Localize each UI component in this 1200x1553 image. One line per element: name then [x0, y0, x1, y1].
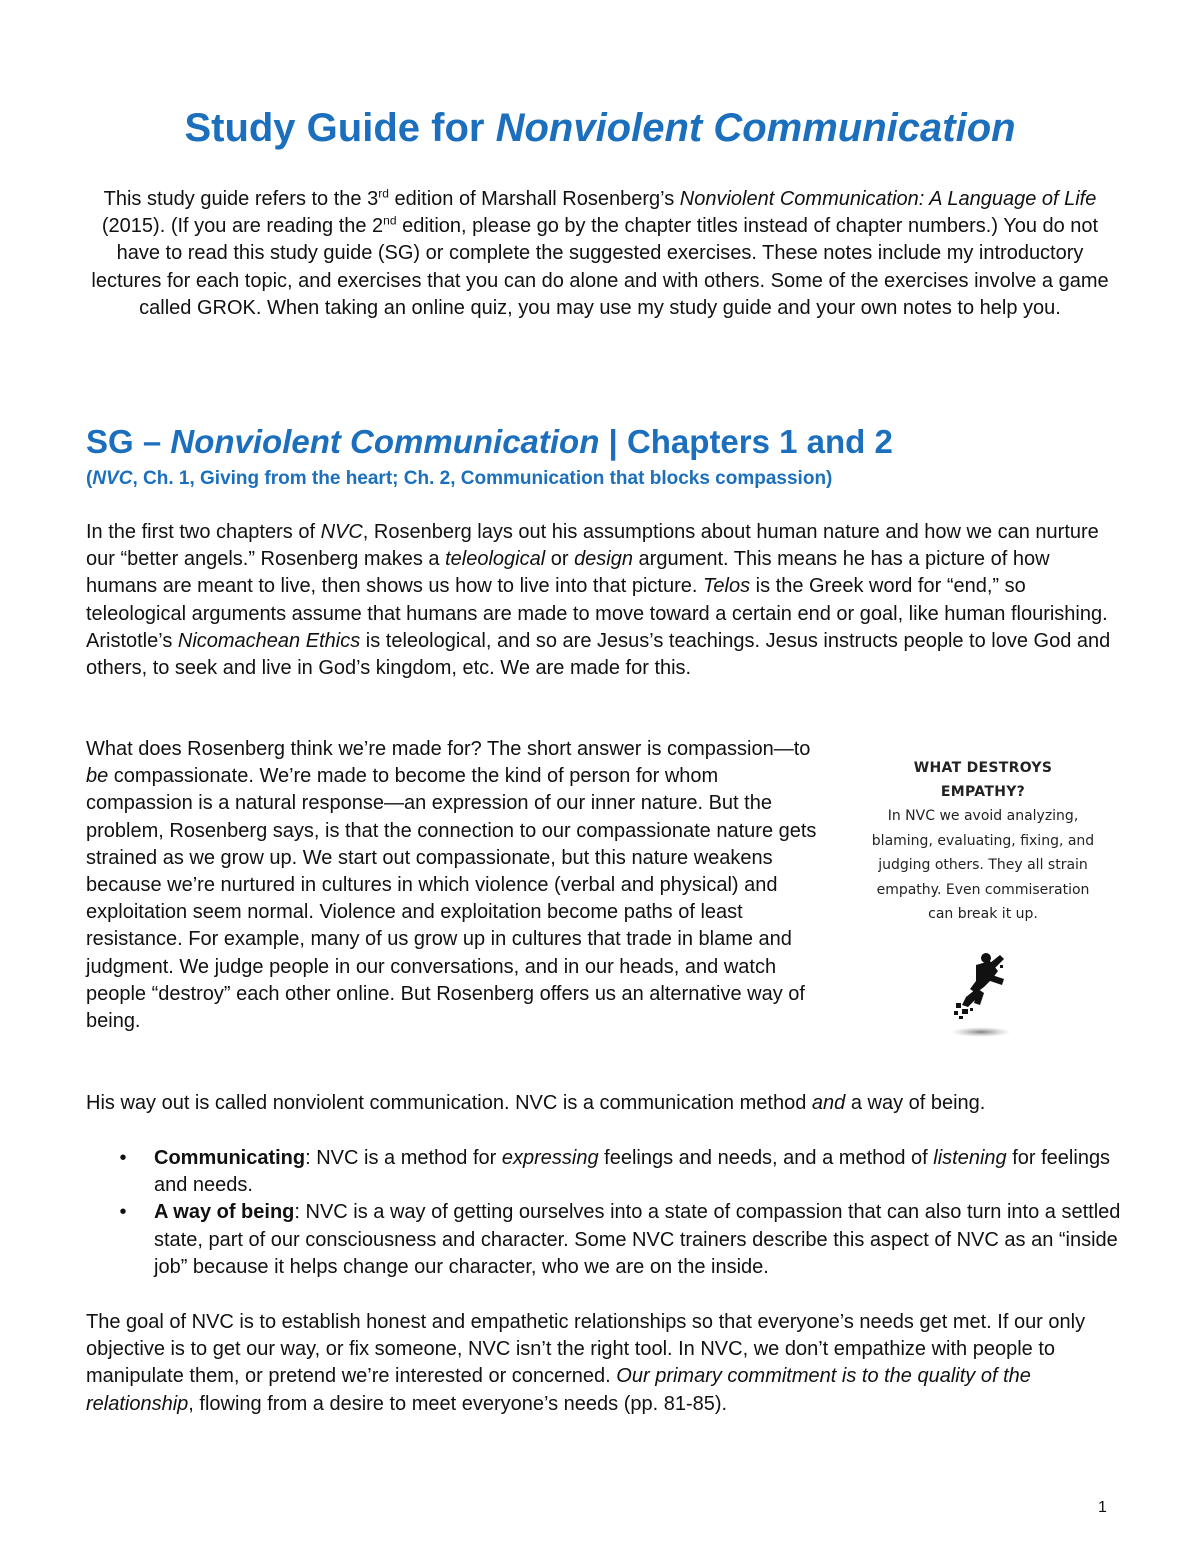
- body-paragraph-3: His way out is called nonviolent communication. NVC is a communication method and a way of being.: [86, 1092, 986, 1114]
- list-item: • Communicating: NVC is a method for expressing feelings and needs, and a method of listening for feelings and needs.: [86, 1145, 1126, 1199]
- section-heading: SG – Nonviolent Communication | Chapters 1 and 2: [86, 423, 893, 460]
- section-subheading: (NVC, Ch. 1, Giving from the heart; Ch. 2, Communication that blocks compassion): [86, 468, 833, 489]
- intro-paragraph: This study guide refers to the 3rd edition of Marshall Rosenberg’s Nonviolent Communication: A Language of Life (2015). (If you are reading the 2nd edition, please go by the chapter titles instead of chapter numbers.) You do not have to read this study guide (SG) or complete the suggested exercises. These notes include my introductory lectures for each topic, and exercises that you can do alone and with others. Some of the exercises involve a game called GROK. When taking an online quiz, you may use my study guide and your own notes to help you.: [91, 186, 1109, 319]
- bullet-icon: •: [119, 1147, 127, 1169]
- body-paragraph-4: The goal of NVC is to establish honest and empathetic relationships so that everyone’s needs get met. If our only objective is to get our way, or fix someone, NVC isn’t the right tool. In NVC, we don’t empathize with people to manipulate them, or pretend we’re interested or concerned. Our primary commitment is to the quality of the relationship, flowing from a desire to meet everyone’s needs (pp. 81-85).: [86, 1311, 1086, 1415]
- document-title: Study Guide for Nonviolent Communication: [184, 106, 1016, 150]
- sidebar-text: In NVC we avoid analyzing, blaming, evaluating, fixing, and judging others. They all strain empathy. Even commiseration can break it up.: [871, 808, 1095, 922]
- sidebar-title: WHAT DESTROYS EMPATHY?: [913, 760, 1053, 800]
- body-paragraph-2: What does Rosenberg think we’re made for? The short answer is compassion—to be compassionate. We’re made to become the kind of person for whom compassion is a natural response—an expression of our inner nature. But the problem, Rosenberg says, is that the connection to our compassionate nature gets strained as we grow up. We start out compassionate, but this nature weakens because we’re nurtured in cultures in which violence (verbal and physical) and exploitation seem normal. Violence and exploitation become paths of least resistance. For example, many of us grow up in cultures that trade in blame and judgment. We judge people in our conversations, and in our heads, and watch people “destroy” each other online. But Rosenberg offers us an alternative way of being.: [86, 738, 817, 1033]
- sidebar-callout: [842, 756, 1124, 927]
- list-item: • A way of being: NVC is a way of getting ourselves into a state of compassion that can also turn into a settled state, part of our consciousness and character. Some NVC trainers describe this aspect of NVC as an “inside job” because it helps change our character, who we are on the inside.: [86, 1199, 1126, 1281]
- body-paragraph-1: In the first two chapters of NVC, Rosenberg lays out his assumptions about human nature and how we can nurture our “better angels.” Rosenberg makes a teleological or design argument. This means he has a picture of how humans are meant to live, then shows us how to live into that picture. Telos is the Greek word for “end,” so teleological arguments assume that humans are made to move toward a certain end or goal, like human flourishing. Aristotle’s Nicomachean Ethics is teleological, and so are Jesus’s teachings. Jesus instructs people to love God and others, to seek and live in God’s kingdom, etc. We are made for this.: [86, 521, 1111, 680]
- bullet-list: [86, 1145, 1126, 1281]
- title-book-name: Nonviolent Communication: [495, 106, 1016, 150]
- bullet-icon: •: [119, 1201, 127, 1224]
- falling-figure-icon: [946, 945, 1016, 1040]
- page-number: 1: [1098, 1499, 1107, 1516]
